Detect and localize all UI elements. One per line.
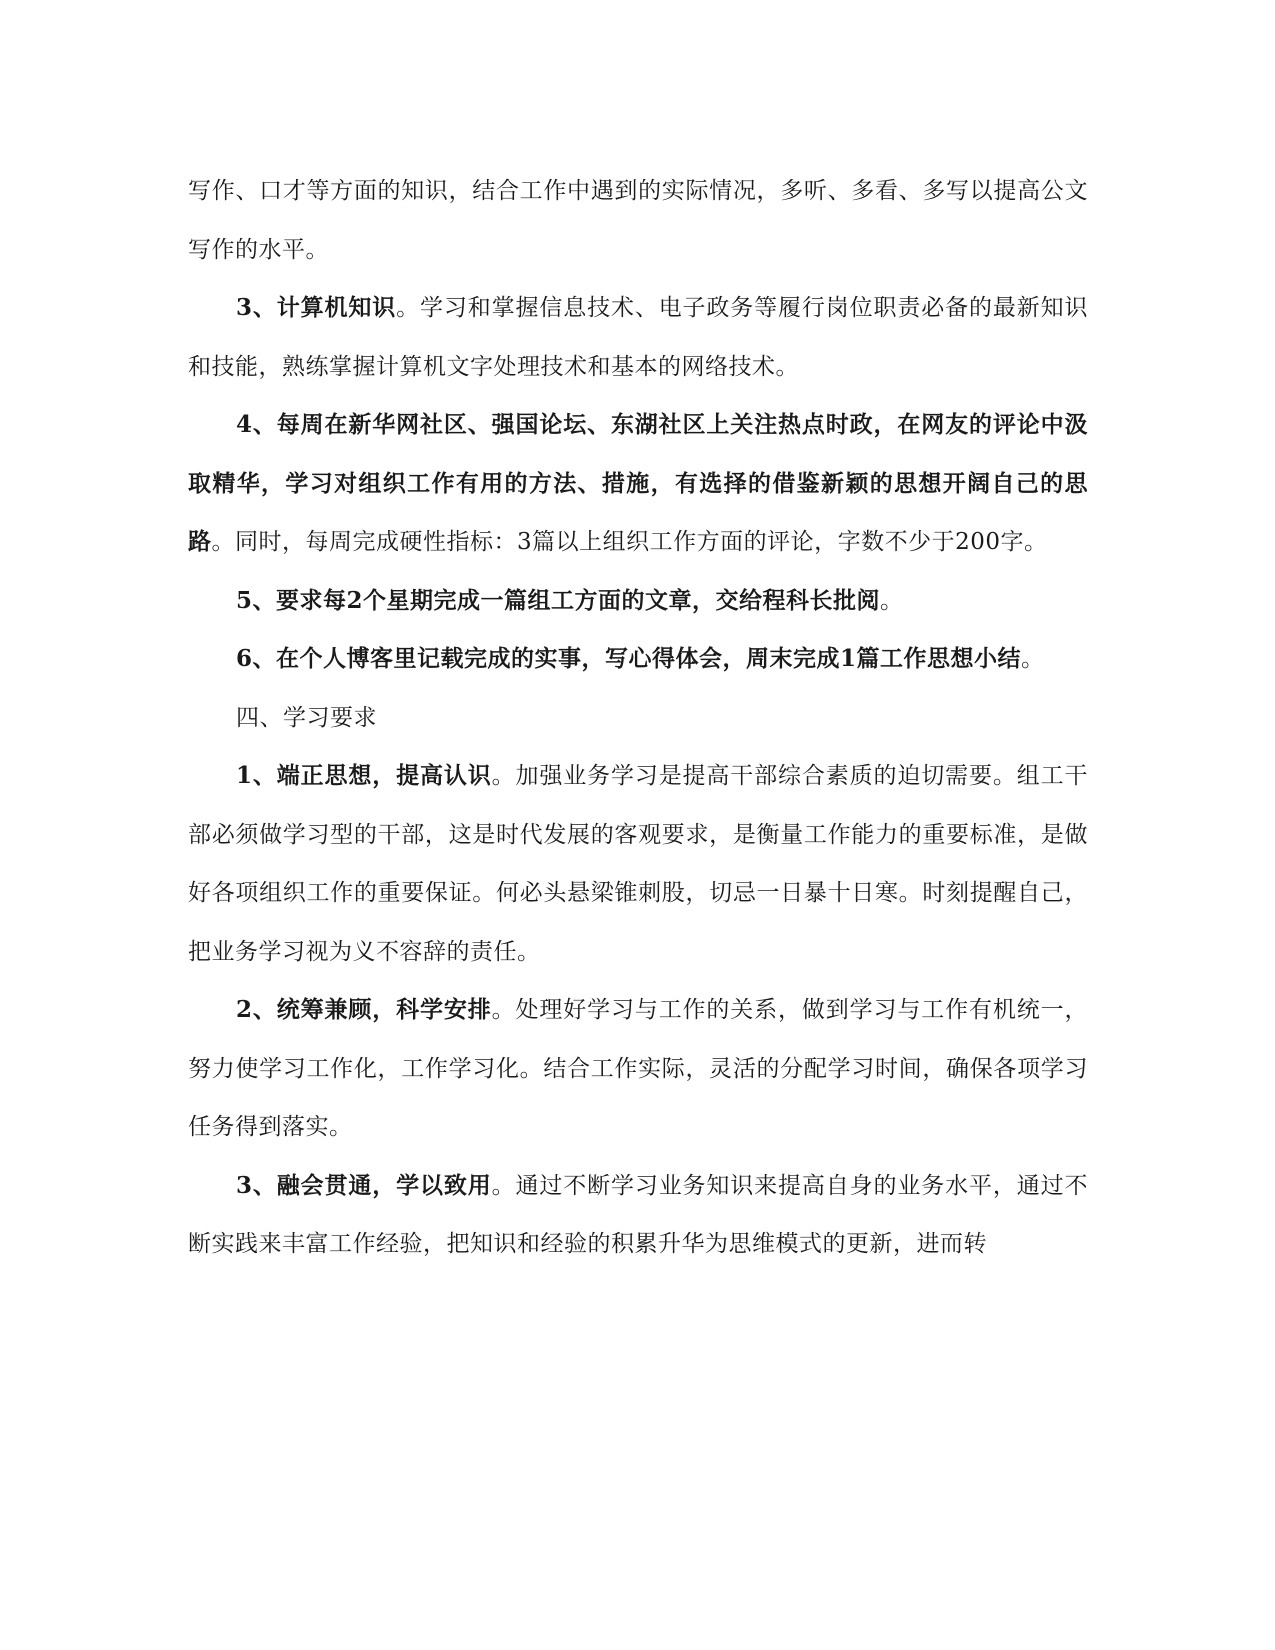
paragraph-apply-learning [188, 1157, 1088, 1274]
paragraph-text: 。同时，每周完成硬性指标：3篇以上组织工作方面的评论，字数不少于200字。 [211, 529, 1048, 555]
paragraph-biweekly-article [188, 572, 1088, 631]
paragraph-correct-thinking [188, 747, 1088, 981]
paragraph-heading: 3、计算机知识 [236, 294, 397, 321]
paragraph-heading: 6、在个人博客里记载完成的实事，写心得体会，周末完成1篇工作思想小结 [236, 645, 1022, 672]
paragraph-heading: 1、端正思想，提高认识 [236, 762, 492, 789]
paragraph-text: 。加强业务学习是提高干部综合素质的迫切需要。组工干部必须做学习型的干部，这是时代发展的客观要求，是衡量工作能力的重要标准，是做好各项组织工作的重要保证。何必头悬梁锥刺股，切忌一日暴十日寒。时刻提醒自己，把业务学习视为义不容辞的责任。 [188, 763, 1088, 965]
paragraph-heading: 3、融会贯通，学以致用 [236, 1171, 492, 1199]
paragraph-heading: 4、每周在新华网社区、强国论坛、东湖社区上关注热点时政，在网友的评论中汲取精华，学习对组织工作有用的方法、措施，有选择的借鉴新颖的思想开阔自己的思路 [188, 411, 1088, 555]
paragraph-text: 。通过不断学习业务知识来提高自身的业务水平，通过不断实践来丰富工作经验，把知识和经验的积累升华为思维模式的更新，进而转 [188, 1172, 1088, 1257]
paragraph-computer-knowledge [188, 279, 1088, 396]
paragraph-writing-skills [188, 162, 1088, 279]
paragraph-text: 。 [1021, 646, 1045, 672]
paragraph-overall-planning [188, 981, 1088, 1157]
paragraph-blog-summary [188, 630, 1088, 689]
paragraph-text: 写作、口才等方面的知识，结合工作中遇到的实际情况，多听、多看、多写以提高公文写作的水平。 [188, 178, 1088, 263]
paragraph-text: 。处理好学习与工作的关系，做到学习与工作有机统一，努力使学习工作化，工作学习化。结合工作实际，灵活的分配学习时间，确保各项学习任务得到落实。 [188, 997, 1088, 1140]
paragraph-text: 四、学习要求 [236, 704, 377, 731]
paragraph-text: 。 [880, 587, 904, 614]
paragraph-text: 。学习和掌握信息技术、电子政务等履行岗位职责必备的最新知识和技能，熟练掌握计算机文字处理技术和基本的网络技术。 [188, 295, 1088, 380]
paragraph-weekly-forums [188, 396, 1088, 572]
section-heading-study-requirements [188, 689, 1088, 748]
document-body [188, 162, 1088, 1274]
paragraph-heading: 2、统筹兼顾，科学安排 [236, 996, 492, 1023]
paragraph-heading: 5、要求每2个星期完成一篇组工方面的文章，交给程科长批阅 [236, 586, 881, 614]
